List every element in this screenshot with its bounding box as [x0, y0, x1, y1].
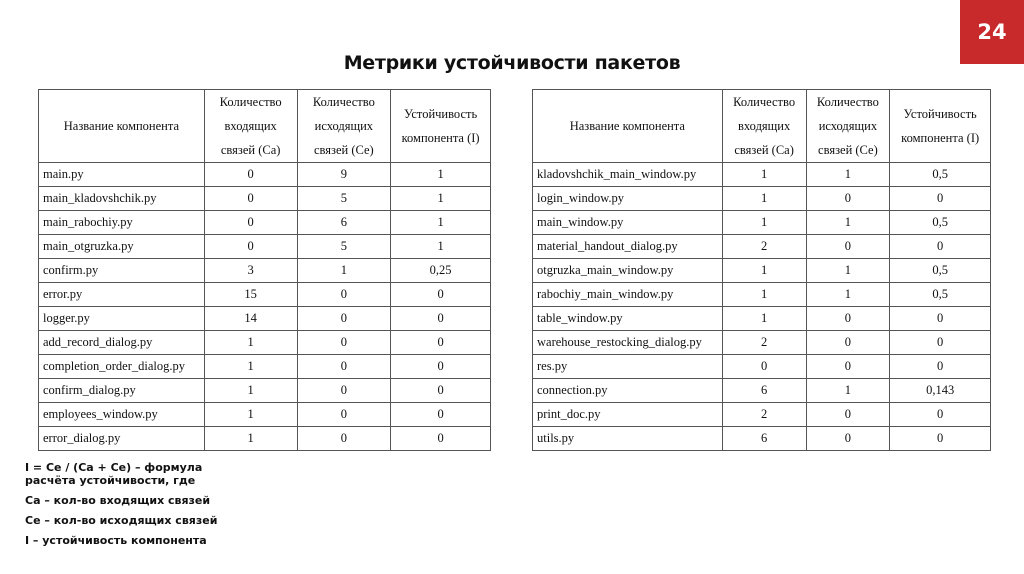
cell-component-name: employees_window.py — [39, 403, 205, 427]
cell-outgoing: 1 — [806, 259, 890, 283]
cell-component-name: res.py — [533, 355, 723, 379]
cell-stability: 0 — [890, 235, 991, 259]
table-row — [533, 211, 991, 235]
cell-component-name: confirm.py — [39, 259, 205, 283]
cell-incoming: 0 — [722, 355, 806, 379]
cell-outgoing: 9 — [297, 163, 391, 187]
cell-component-name: main.py — [39, 163, 205, 187]
cell-outgoing: 5 — [297, 187, 391, 211]
cell-outgoing: 0 — [806, 331, 890, 355]
cell-incoming: 0 — [204, 187, 297, 211]
table-row — [39, 163, 491, 187]
table-header-row — [39, 90, 491, 163]
cell-incoming: 3 — [204, 259, 297, 283]
cell-incoming: 1 — [722, 259, 806, 283]
cell-incoming: 1 — [204, 355, 297, 379]
cell-component-name: print_doc.py — [533, 403, 723, 427]
cell-outgoing: 0 — [297, 427, 391, 451]
cell-incoming: 6 — [722, 427, 806, 451]
table-row — [39, 331, 491, 355]
cell-component-name: main_kladovshchik.py — [39, 187, 205, 211]
header-stability: Устойчивость компонента (I) — [890, 90, 991, 163]
cell-outgoing: 0 — [297, 331, 391, 355]
cell-outgoing: 0 — [806, 355, 890, 379]
header-incoming: Количество входящих связей (Са) — [722, 90, 806, 163]
cell-stability: 0,5 — [890, 211, 991, 235]
cell-incoming: 2 — [722, 331, 806, 355]
cell-outgoing: 0 — [297, 355, 391, 379]
table-row — [39, 187, 491, 211]
cell-component-name: confirm_dialog.py — [39, 379, 205, 403]
cell-stability: 0,25 — [391, 259, 491, 283]
cell-outgoing: 1 — [806, 211, 890, 235]
cell-incoming: 0 — [204, 211, 297, 235]
page-number: 24 — [977, 20, 1007, 44]
table-row — [533, 163, 991, 187]
cell-component-name: table_window.py — [533, 307, 723, 331]
cell-component-name: logger.py — [39, 307, 205, 331]
cell-outgoing: 6 — [297, 211, 391, 235]
cell-incoming: 15 — [204, 283, 297, 307]
cell-component-name: login_window.py — [533, 187, 723, 211]
cell-stability: 1 — [391, 211, 491, 235]
cell-incoming: 14 — [204, 307, 297, 331]
cell-stability: 0 — [391, 355, 491, 379]
header-stability: Устойчивость компонента (I) — [391, 90, 491, 163]
cell-component-name: error_dialog.py — [39, 427, 205, 451]
note-ca: Ca – кол-во входящих связей — [25, 494, 211, 507]
metrics-table-left — [38, 89, 491, 451]
table-row — [39, 235, 491, 259]
table-row — [533, 235, 991, 259]
cell-component-name: completion_order_dialog.py — [39, 355, 205, 379]
cell-stability: 0 — [890, 355, 991, 379]
cell-incoming: 1 — [204, 403, 297, 427]
table-row — [533, 331, 991, 355]
cell-stability: 0 — [890, 307, 991, 331]
cell-outgoing: 0 — [297, 307, 391, 331]
table-row — [533, 427, 991, 451]
cell-stability: 0 — [391, 379, 491, 403]
table-row — [533, 379, 991, 403]
cell-stability: 0 — [391, 331, 491, 355]
metrics-table-right — [532, 89, 991, 451]
table-row — [39, 259, 491, 283]
cell-outgoing: 1 — [806, 283, 890, 307]
cell-outgoing: 1 — [297, 259, 391, 283]
cell-stability: 0 — [890, 427, 991, 451]
table-row — [533, 259, 991, 283]
cell-stability: 1 — [391, 163, 491, 187]
header-incoming: Количество входящих связей (Са) — [204, 90, 297, 163]
cell-outgoing: 0 — [297, 403, 391, 427]
cell-outgoing: 1 — [806, 163, 890, 187]
cell-component-name: kladovshchik_main_window.py — [533, 163, 723, 187]
table-row — [39, 355, 491, 379]
cell-incoming: 1 — [204, 379, 297, 403]
note-i: I – устойчивость компонента — [25, 534, 207, 547]
table-row — [39, 427, 491, 451]
cell-component-name: warehouse_restocking_dialog.py — [533, 331, 723, 355]
cell-outgoing: 5 — [297, 235, 391, 259]
cell-component-name: otgruzka_main_window.py — [533, 259, 723, 283]
cell-incoming: 1 — [722, 163, 806, 187]
note-formula: I = Ce / (Ca + Ce) – формула расчёта устойчивости, где — [25, 461, 203, 487]
cell-component-name: main_otgruzka.py — [39, 235, 205, 259]
table-row — [39, 379, 491, 403]
table-row — [39, 211, 491, 235]
table-row — [533, 355, 991, 379]
cell-component-name: add_record_dialog.py — [39, 331, 205, 355]
header-component-name: Название компонента — [39, 90, 205, 163]
header-outgoing: Количество исходящих связей (Се) — [806, 90, 890, 163]
header-outgoing: Количество исходящих связей (Се) — [297, 90, 391, 163]
cell-outgoing: 0 — [297, 379, 391, 403]
cell-incoming: 1 — [722, 211, 806, 235]
cell-component-name: error.py — [39, 283, 205, 307]
table-row — [39, 403, 491, 427]
cell-stability: 0 — [391, 307, 491, 331]
cell-outgoing: 0 — [297, 283, 391, 307]
cell-stability: 0 — [890, 331, 991, 355]
cell-outgoing: 0 — [806, 307, 890, 331]
cell-component-name: connection.py — [533, 379, 723, 403]
cell-stability: 1 — [391, 235, 491, 259]
cell-incoming: 6 — [722, 379, 806, 403]
cell-component-name: material_handout_dialog.py — [533, 235, 723, 259]
cell-stability: 0,143 — [890, 379, 991, 403]
table-row — [533, 403, 991, 427]
cell-stability: 0 — [890, 187, 991, 211]
cell-outgoing: 0 — [806, 427, 890, 451]
cell-outgoing: 0 — [806, 187, 890, 211]
table-row — [39, 307, 491, 331]
cell-stability: 0 — [391, 427, 491, 451]
cell-stability: 0,5 — [890, 259, 991, 283]
cell-stability: 0 — [391, 403, 491, 427]
cell-incoming: 1 — [722, 187, 806, 211]
header-component-name: Название компонента — [533, 90, 723, 163]
cell-incoming: 0 — [204, 163, 297, 187]
cell-stability: 0,5 — [890, 283, 991, 307]
cell-outgoing: 1 — [806, 379, 890, 403]
cell-incoming: 1 — [722, 283, 806, 307]
cell-stability: 0,5 — [890, 163, 991, 187]
table-row — [533, 283, 991, 307]
slide-title: Метрики устойчивости пакетов — [343, 52, 681, 74]
cell-component-name: main_rabochiy.py — [39, 211, 205, 235]
notes-block — [25, 461, 225, 554]
cell-component-name: rabochiy_main_window.py — [533, 283, 723, 307]
table-row — [533, 307, 991, 331]
cell-component-name: main_window.py — [533, 211, 723, 235]
cell-incoming: 1 — [722, 307, 806, 331]
cell-incoming: 0 — [204, 235, 297, 259]
cell-incoming: 1 — [204, 331, 297, 355]
cell-stability: 0 — [890, 403, 991, 427]
table-row — [533, 187, 991, 211]
cell-stability: 0 — [391, 283, 491, 307]
cell-incoming: 2 — [722, 235, 806, 259]
cell-outgoing: 0 — [806, 403, 890, 427]
cell-incoming: 2 — [722, 403, 806, 427]
table-row — [39, 283, 491, 307]
note-ce: Ce – кол-во исходящих связей — [25, 514, 218, 527]
cell-component-name: utils.py — [533, 427, 723, 451]
cell-stability: 1 — [391, 187, 491, 211]
table-header-row — [533, 90, 991, 163]
cell-incoming: 1 — [204, 427, 297, 451]
cell-outgoing: 0 — [806, 235, 890, 259]
